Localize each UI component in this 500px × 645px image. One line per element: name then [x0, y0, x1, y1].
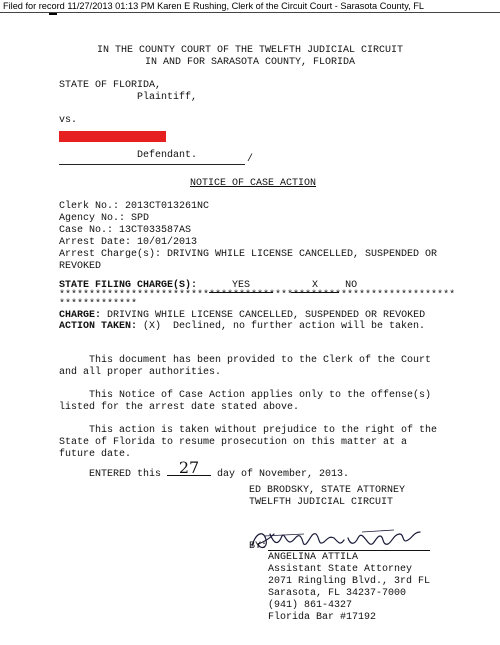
by-label: BY:: [249, 541, 268, 552]
entered-date-row: [89, 458, 350, 481]
caption-slash: /: [247, 154, 254, 165]
defendant-label: Defendant.: [137, 150, 198, 161]
entered-prefix: ENTERED this: [89, 469, 168, 480]
entered-suffix: day of November, 2013.: [211, 469, 350, 480]
signer-title: Assistant State Attorney: [268, 564, 413, 575]
arrest-charge-line-2: REVOKED: [59, 261, 102, 272]
x-mark: X: [312, 280, 319, 291]
state-attorney-name: ED BRODSKY, STATE ATTORNEY: [249, 485, 406, 496]
signature-line: [268, 550, 430, 551]
separator-stars-2: *************: [59, 299, 138, 310]
entered-day: 27: [167, 461, 211, 476]
state-of-florida: STATE OF FLORIDA,: [59, 80, 162, 91]
address-line-1: 2071 Ringling Blvd., 3rd FL: [268, 576, 431, 587]
notice-title: NOTICE OF CASE ACTION: [190, 178, 317, 189]
charge-label: CHARGE:: [59, 310, 102, 321]
signer-name: ANGELINA ATTILA: [268, 552, 359, 563]
state-filing-charge-label: STATE FILING CHARGE(S):: [59, 280, 198, 291]
paragraph-3-line-2: State of Florida to resume prosecution on this matter at a: [59, 437, 408, 448]
arrest-date: Arrest Date: 10/01/2013: [59, 237, 198, 248]
clerk-number: Clerk No.: 2013CT013261NC: [59, 201, 210, 212]
charge-text: DRIVING WHILE LICENSE CANCELLED, SUSPENDED OR REVOKED: [101, 310, 426, 321]
action-taken-row: [59, 321, 425, 333]
defendant-signature-line: [59, 164, 245, 165]
florida-bar-number: Florida Bar #17192: [268, 612, 377, 623]
separator-stars-1: ******************************************************************: [59, 290, 456, 301]
redaction-bar: [59, 131, 166, 142]
arrest-charge-line-1: Arrest Charge(s): DRIVING WHILE LICENSE CANCELLED, SUSPENDED OR: [59, 249, 438, 260]
yes-label: YES: [232, 280, 251, 291]
court-line-1: IN THE COUNTY COURT OF THE TWELFTH JUDICIAL CIRCUIT: [96, 45, 404, 56]
action-taken-text: (X) Declined, no further action will be taken.: [137, 321, 426, 332]
filing-stamp-header: [0, 0, 500, 13]
agency-number: Agency No.: SPD: [59, 213, 150, 224]
case-number: Case No.: 13CT033587AS: [59, 225, 192, 236]
filing-stamp-text: Filed for record 11/27/2013 01:13 PM Karen E Rushing, Clerk of the Circuit Court - Sarasota County, FL: [3, 1, 424, 11]
address-line-2: Sarasota, FL 34237-7000: [268, 588, 407, 599]
plaintiff-label: Plaintiff,: [137, 92, 198, 103]
paragraph-1-line-2: and all proper authorities.: [59, 367, 222, 378]
paragraph-2-line-1: This Notice of Case Action applies only to the offense(s): [89, 390, 432, 401]
vs-label: vs.: [59, 115, 78, 126]
court-line-2: IN AND FOR SARASOTA COUNTY, FLORIDA: [144, 57, 356, 68]
paragraph-3-line-3: future date.: [59, 449, 132, 460]
judicial-circuit-label: TWELFTH JUDICIAL CIRCUIT: [249, 497, 394, 508]
phone-number: (941) 861-4327: [268, 600, 353, 611]
paragraph-1-line-1: This document has been provided to the Clerk of the Court: [89, 355, 432, 366]
paragraph-3-line-1: This action is taken without prejudice to the right of the: [89, 425, 438, 436]
paragraph-2-line-2: listed for the arrest date stated above.: [59, 402, 300, 413]
no-label: NO: [345, 280, 358, 291]
action-taken-label: ACTION TAKEN:: [59, 321, 138, 332]
header-tick-mark: [49, 13, 57, 15]
